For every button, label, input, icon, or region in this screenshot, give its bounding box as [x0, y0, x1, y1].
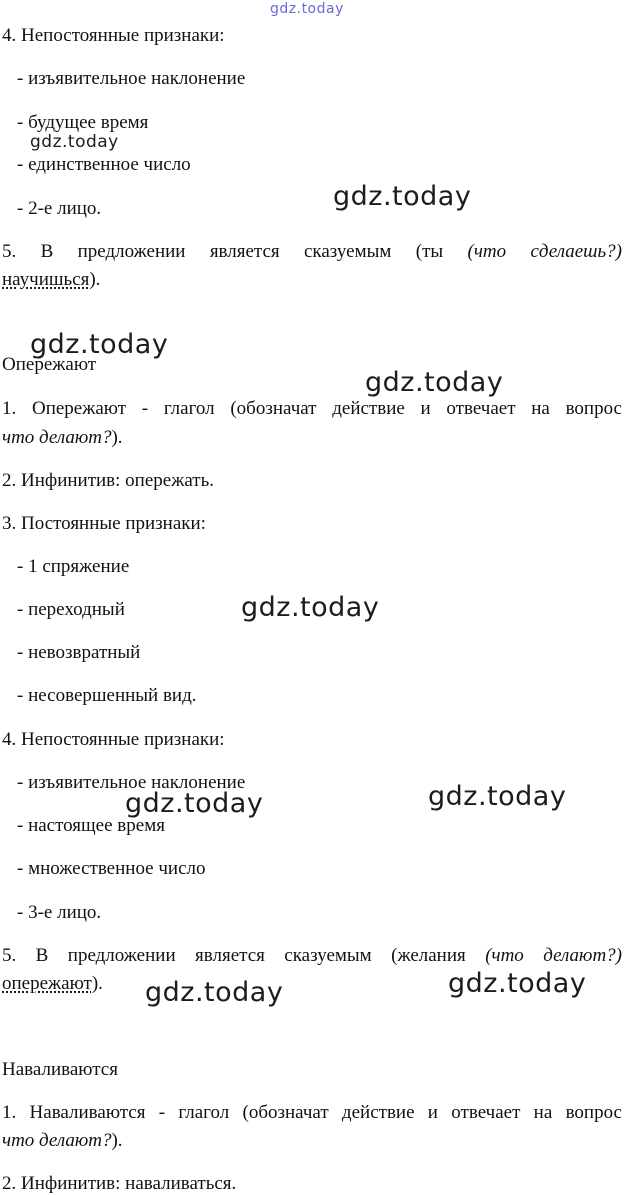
- feature-person: - 3-е лицо.: [17, 902, 102, 923]
- word-title-navalivayutsya: Наваливаются: [2, 1059, 118, 1080]
- feature-reflexivity: - невозвратный: [17, 642, 141, 663]
- feature-transitivity: - переходный: [17, 599, 125, 620]
- watermark-text: gdz.today: [333, 181, 472, 212]
- watermark-text: gdz.today: [145, 977, 284, 1008]
- heading-constant-features: 3. Постоянные признаки:: [2, 513, 206, 534]
- heading-nonconstant-features: 4. Непостоянные признаки:: [2, 25, 225, 46]
- feature-mood: - изъявительное наклонение: [17, 68, 246, 89]
- watermark-text: gdz.today: [241, 592, 380, 623]
- syntax-role-sentence: 5. В предложении является сказуемым (желания (что делают?): [2, 945, 622, 966]
- syntax-role-sentence-end: научишься).: [2, 269, 101, 290]
- feature-conjugation: - 1 спряжение: [17, 556, 130, 577]
- word-title-operezhayut: Опережают: [2, 354, 97, 375]
- feature-aspect: - несовершенный вид.: [17, 685, 197, 706]
- feature-mood: - изъявительное наклонение: [17, 772, 246, 793]
- feature-number: - единственное число: [17, 154, 191, 175]
- watermark-text: gdz.today: [30, 132, 119, 152]
- part-of-speech-sentence: 1. Опережают - глагол (обозначат действие и отвечает на вопрос: [2, 398, 622, 419]
- heading-nonconstant-features: 4. Непостоянные признаки:: [2, 729, 225, 750]
- part-of-speech-sentence: 1. Наваливаются - глагол (обозначат действие и отвечает на вопрос: [2, 1102, 622, 1123]
- syntax-role-sentence-end: опережают).: [2, 973, 103, 994]
- watermark-top: gdz.today: [270, 1, 344, 17]
- watermark-text: gdz.today: [428, 781, 567, 812]
- part-of-speech-sentence-end: что делают?).: [2, 1130, 123, 1151]
- watermark-text: gdz.today: [448, 968, 587, 999]
- syntax-role-sentence: 5. В предложении является сказуемым (ты (что сделаешь?): [2, 241, 622, 262]
- feature-tense: - будущее время: [17, 112, 149, 133]
- watermark-text: gdz.today: [125, 788, 264, 819]
- feature-person: - 2-е лицо.: [17, 198, 102, 219]
- infinitive-line: 2. Инфинитив: наваливаться.: [2, 1173, 237, 1194]
- part-of-speech-sentence-end: что делают?).: [2, 427, 123, 448]
- watermark-text: gdz.today: [30, 329, 169, 360]
- feature-number: - множественное число: [17, 858, 206, 879]
- infinitive-line: 2. Инфинитив: опережать.: [2, 470, 214, 491]
- feature-tense: - настоящее время: [17, 815, 165, 836]
- watermark-text: gdz.today: [365, 367, 504, 398]
